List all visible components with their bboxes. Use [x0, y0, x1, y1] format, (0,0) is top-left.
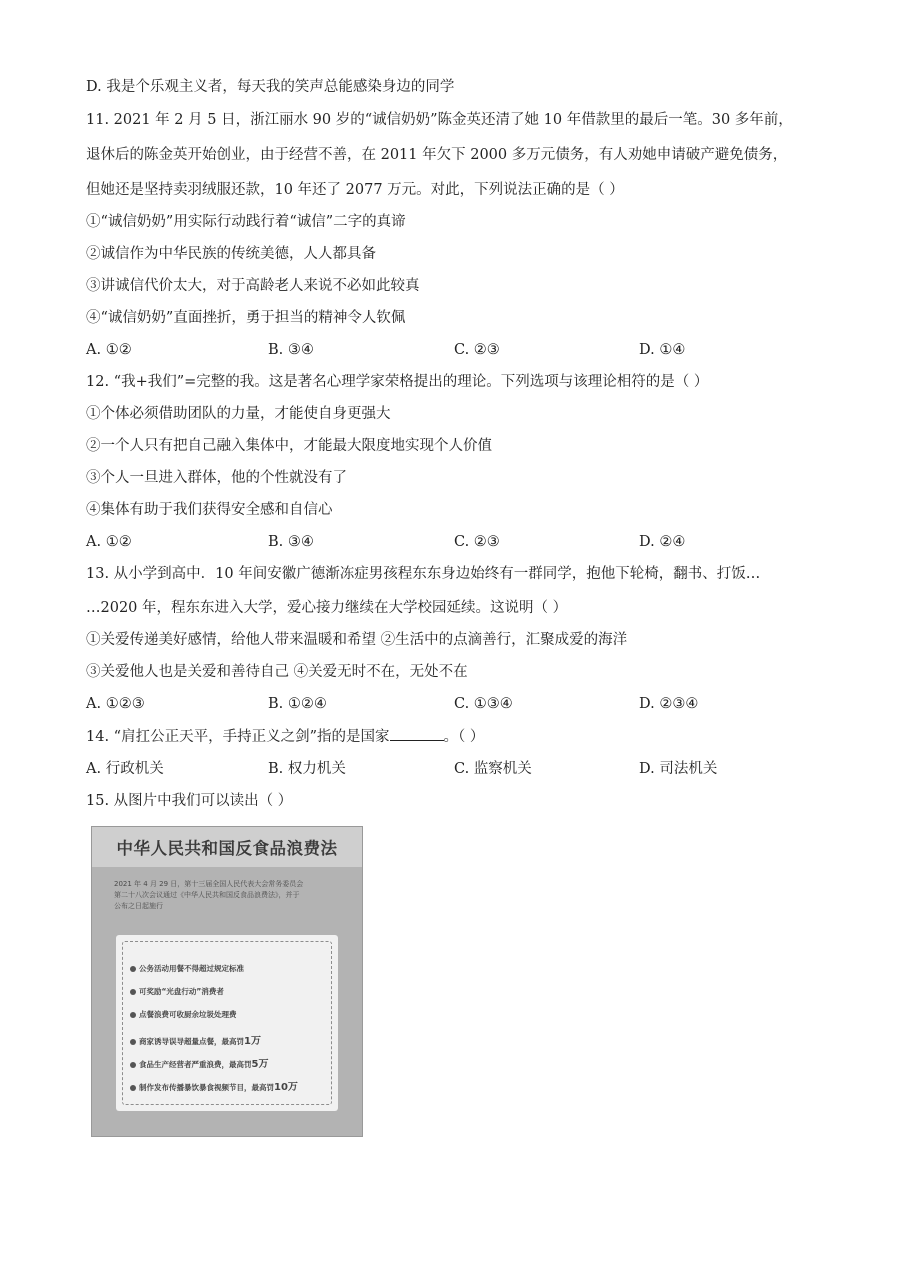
- q13-stem-line-1: 13. 从小学到高中．10 年间安徽广德渐冻症男孩程东东身边始终有一群同学，抱他下轮椅，翻书、打饭…: [86, 566, 761, 582]
- q14-stem: [86, 726, 484, 747]
- q13-statements-1-2: ①关爱传递美好感情，给他人带来温暖和希望 ②生活中的点滴善行，汇聚成爱的海洋: [86, 632, 628, 648]
- q13-statements-3-4: ③关爱他人也是关爱和善待自己 ④关爱无时不在，无处不在: [86, 664, 468, 680]
- q13-option-a[interactable]: A. ①②③: [86, 696, 145, 712]
- q11-stem-line-2: 退休后的陈金英开始创业，由于经营不善，在 2011 年欠下 2000 多万元债务，有人劝她申请破产避免债务，: [86, 147, 788, 163]
- q13-options: [86, 694, 826, 714]
- q11-option-d[interactable]: D. ①④: [639, 342, 686, 358]
- q11-option-b[interactable]: B. ③④: [268, 342, 314, 358]
- q14-answer-blank[interactable]: [390, 726, 444, 741]
- q11-statement-1: ①“诚信奶奶”用实际行动践行着“诚信”二字的真谛: [86, 214, 406, 230]
- bullet-icon: [130, 1039, 136, 1045]
- q12-options: [86, 532, 826, 552]
- poster-intro-line-3: 公布之日起施行: [114, 902, 163, 910]
- q14-options: [86, 759, 826, 779]
- poster-item: 点餐浪费可收厨余垃圾处理费: [130, 1009, 237, 1020]
- q11-statement-2: ②诚信作为中华民族的传统美德，人人都具备: [86, 246, 376, 262]
- poster-items-box: [116, 935, 338, 1111]
- q15-stem: 15. 从图片中我们可以读出（ ）: [86, 793, 293, 809]
- poster-item: 制作发布传播暴饮暴食视频节目，最高罚10万: [130, 1078, 298, 1093]
- q14-option-b[interactable]: B. 权力机关: [268, 761, 346, 777]
- q14-stem-after: 。（ ）: [443, 729, 485, 745]
- bullet-icon: [130, 1012, 136, 1018]
- q11-option-a[interactable]: A. ①②: [86, 342, 132, 358]
- bullet-icon: [130, 1062, 136, 1068]
- q13-option-c[interactable]: C. ①③④: [454, 696, 513, 712]
- poster-item: 可奖励“光盘行动”消费者: [130, 986, 224, 997]
- q12-statement-3: ③个人一旦进入群体，他的个性就没有了: [86, 470, 347, 486]
- q12-statement-4: ④集体有助于我们获得安全感和自信心: [86, 502, 333, 518]
- q14-option-a[interactable]: A. 行政机关: [86, 761, 164, 777]
- q11-stem-line-1: 11. 2021 年 2 月 5 日，浙江丽水 90 岁的“诚信奶奶”陈金英还清了她 10 年借款里的最后一笔。30 多年前，: [86, 112, 793, 128]
- q11-statement-3: ③讲诚信代价太大，对于高龄老人来说不必如此较真: [86, 278, 420, 294]
- poster-intro: [114, 879, 350, 912]
- bullet-icon: [130, 966, 136, 972]
- q12-option-c[interactable]: C. ②③: [454, 534, 500, 550]
- q11-options: [86, 340, 826, 360]
- q11-statement-4: ④“诚信奶奶”直面挫折，勇于担当的精神令人钦佩: [86, 310, 406, 326]
- q11-stem-line-3: 但她还是坚持卖羽绒服还款，10 年还了 2077 万元。对此，下列说法正确的是（ ）: [86, 182, 624, 198]
- q13-option-b[interactable]: B. ①②④: [268, 696, 327, 712]
- q12-option-a[interactable]: A. ①②: [86, 534, 132, 550]
- food-waste-law-poster: [91, 826, 363, 1137]
- q13-stem-line-2: …2020 年，程东东进入大学，爱心接力继续在大学校园延续。这说明（ ）: [86, 600, 568, 616]
- poster-item: 食品生产经营者严重浪费，最高罚5万: [130, 1055, 268, 1070]
- poster-intro-line-1: 2021 年 4 月 29 日，第十三届全国人民代表大会常务委员会: [114, 880, 304, 888]
- q14-stem-before: 14. “肩扛公正天平，手持正义之剑”指的是国家: [86, 729, 390, 745]
- poster-intro-line-2: 第二十八次会议通过《中华人民共和国反食品浪费法》，并于: [114, 891, 300, 899]
- q13-option-d[interactable]: D. ②③④: [639, 696, 699, 712]
- bullet-icon: [130, 1085, 136, 1091]
- poster-item: 公务活动用餐不得超过规定标准: [130, 963, 244, 974]
- q12-option-d[interactable]: D. ②④: [639, 534, 686, 550]
- q12-statement-2: ②一个人只有把自己融入集体中，才能最大限度地实现个人价值: [86, 438, 492, 454]
- q10-option-d: D. 我是个乐观主义者，每天我的笑声总能感染身边的同学: [86, 79, 455, 95]
- q11-option-c[interactable]: C. ②③: [454, 342, 500, 358]
- poster-title: 中华人民共和国反食品浪费法: [116, 839, 338, 858]
- q12-option-b[interactable]: B. ③④: [268, 534, 314, 550]
- q12-statement-1: ①个体必须借助团队的力量，才能使自身更强大: [86, 406, 391, 422]
- q14-option-d[interactable]: D. 司法机关: [639, 761, 718, 777]
- poster-item: 商家诱导误导超量点餐，最高罚1万: [130, 1032, 261, 1047]
- q12-stem: 12. “我+我们”=完整的我。这是著名心理学家荣格提出的理论。下列选项与该理论相符的是（ ）: [86, 374, 709, 390]
- q14-option-c[interactable]: C. 监察机关: [454, 761, 532, 777]
- bullet-icon: [130, 989, 136, 995]
